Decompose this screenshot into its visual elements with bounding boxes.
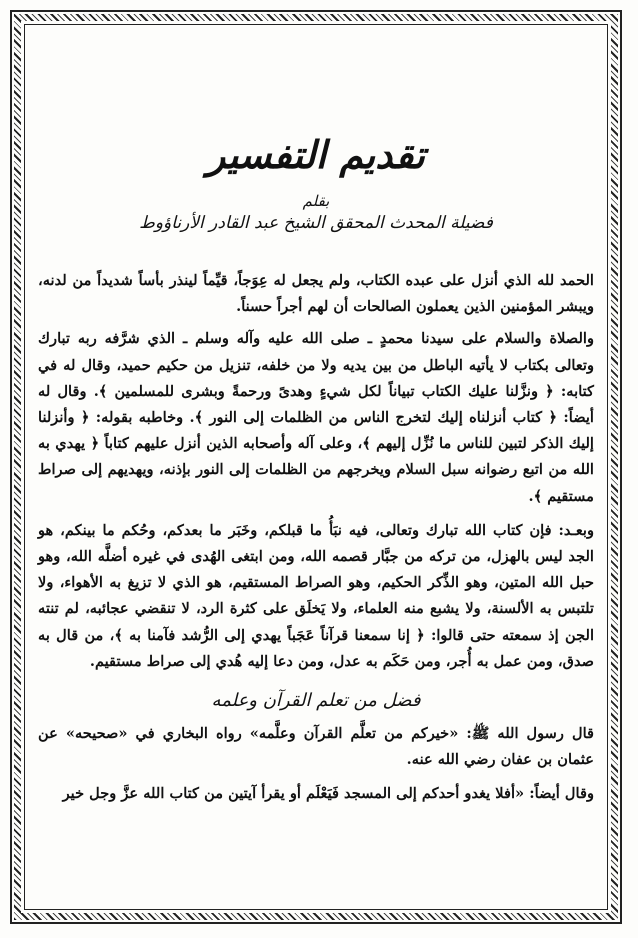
byline-label: بقلم bbox=[302, 192, 330, 210]
hadith-paragraph-continued: وقال أيضاً: «أفلا يغدو أحدكم إلى المسجد فَيَعْلَم أو يقرأ آيتين من كتاب الله عزَّ وجل خير bbox=[62, 785, 594, 803]
page-content bbox=[38, 118, 594, 808]
paragraph-praise: الحمد لله الذي أنزل على عبده الكتاب، ولم يجعل له عِوَجاً، قيِّماً لينذر بأساً شديداً من لدنه، ويبشر المؤمنين الذين يعملون الصالحات أن لهم أجراً حسناً. bbox=[38, 272, 594, 316]
hadith-paragraph: قال رسول الله ﷺ: «خيركم من تعلَّم القرآن وعلَّمه» رواه البخاري في «صحيحه» عن عثمان بن عفان رضي الله عنه. bbox=[38, 725, 594, 769]
author-name: فضيلة المحدث المحقق الشيخ عبد القادر الأرناؤوط bbox=[139, 213, 493, 233]
paragraph-quran-virtue: وبعـد: فإن كتاب الله تبارك وتعالى، فيه نبَأُ ما قبلكم، وخَبَر ما بعدكم، وحُكم ما بينكم، هو الجد ليس بالهزل، من تركه من جبَّار قصمه الله، ومن ابتغى الهُدى في غيره أضلَّه الله، وهو حبل الله المتين، وهو الذِّكر الحكيم، وهو الصراط المستقيم، هو الذي لا تزيغ به الأهواء، ولا تلتبس به الألسنة، ولا يشبع منه العلماء، ولا يَخلَق على كثرة الرد، لا تنقضي عجائبه، لم تنته الجن إذ سمعته حتى قالوا: ﴿ إنا سمعنا قرآناً عَجَباً يهدي إلى الرُّشد فآمنا به ﴾، من قال به صدق، ومن عمل به أُجر، ومن حَكَم به عدل، ومن دعا إليه هُدي إلى صراط مستقيم. bbox=[38, 521, 594, 670]
section-heading: فضل من تعلم القرآن وعلمه bbox=[211, 690, 421, 712]
paragraph-blessings: والصلاة والسلام على سيدنا محمدٍ ـ صلى الله عليه وآله وسلم ـ الذي شرَّفه ربه تبارك وتعالى بكتاب لا يأتيه الباطل من بين يديه ولا من خلفه، تنزيل من حكيم حميد، وقال له في كتابه: ﴿ ونزَّلنا عليك الكتاب تبياناً لكل شيءٍ وهدىً ورحمةً وبشرى للمسلمين ﴾. وقال له أيضاً: ﴿ كتاب أنزلناه إليك لتخرج الناس من الظلمات إلى النور ﴾. وخاطبه بقوله: ﴿ وأنزلنا إليك الذكر لتبين للناس ما نُزِّل إليهم ﴾، وعلى آله وأصحابه الذين أنزل عليهم كتاباً ﴿ يهدي به الله من اتبع رضوانه سبل السلام ويخرجهم من الظلمات إلى النور بإذنه، ويهديهم إلى صراط مستقيم ﴾. bbox=[38, 330, 594, 505]
page-title: تقديم التفسير bbox=[207, 132, 425, 177]
